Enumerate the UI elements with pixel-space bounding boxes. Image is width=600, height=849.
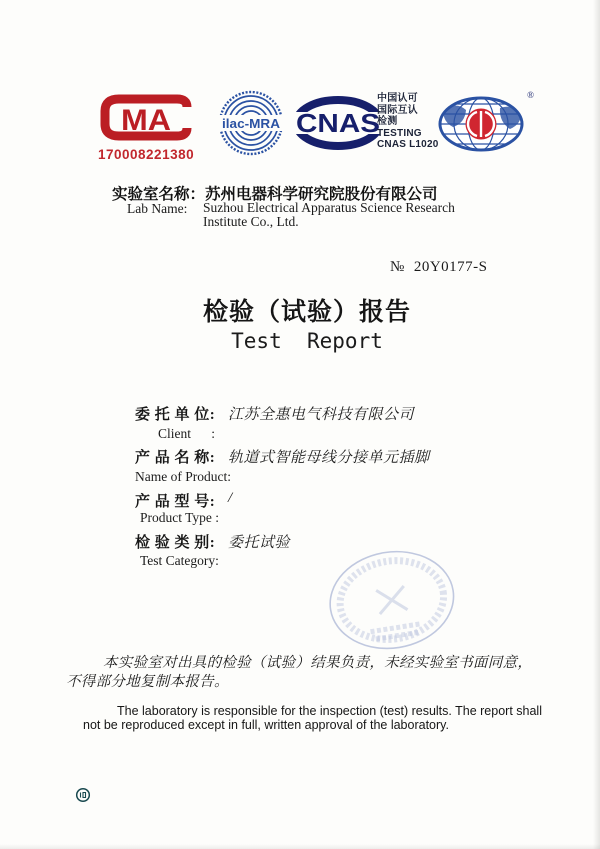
scan-edge-shadow [0, 844, 600, 849]
field-test-category-label-zh: 检 验 类 别: [135, 535, 216, 551]
field-client-label-en: Client : [158, 426, 215, 441]
field-test-category-value: 委托试验 [228, 535, 291, 551]
statement-en-line1: The laboratory is responsible for the inspection (test) results. The report shall [117, 704, 542, 718]
field-product-type-label-en: Product Type : [140, 510, 220, 525]
svg-text:ilac-MRA: ilac-MRA [222, 116, 281, 131]
field-product-type-label-zh: 产 品 型 号: [135, 494, 216, 510]
statement-en-line2: not be reproduced except in full, written approval of the laboratory. [83, 718, 449, 732]
globe-icon [437, 92, 529, 154]
lab-name-label-zh: 实验室名称： [112, 186, 206, 203]
report-title-en: Test Report [231, 329, 383, 353]
accreditation-line: 中国认可 [377, 93, 418, 104]
certification-globe-logo [437, 90, 534, 154]
accreditation-line: CNAS L1020 [377, 139, 439, 151]
accreditation-line: 国际互认 [377, 104, 418, 116]
statement-zh-line2: 不得部分地复制本报告。 [66, 674, 229, 690]
lab-seal-stamp [314, 536, 469, 667]
field-test-category-label-en: Test Category: [140, 553, 219, 568]
lab-name-en-line1: Suzhou Electrical Apparatus Science Research [203, 200, 455, 215]
lab-name-value-zh: 苏州电器科学研究院股份有限公司 [205, 186, 438, 203]
cnas-accreditation-text [377, 93, 443, 151]
accreditation-line: 检测 [377, 116, 398, 128]
cma-logo [98, 94, 194, 162]
report-title-zh: 检验（试验）报告 [202, 298, 411, 326]
lab-name-en-line2: Institute Co., Ltd. [203, 214, 299, 229]
field-product-type-value: / [228, 490, 233, 506]
ilac-mra-logo [215, 89, 287, 157]
svg-text:CNAS: CNAS [296, 108, 380, 138]
cma-mark-icon [98, 94, 194, 141]
field-product-name-label-en: Name of Product: [135, 469, 231, 484]
field-client-label-zh: 委 托 单 位: [135, 407, 216, 423]
punch-mark-icon [75, 787, 91, 803]
lab-name-label-en: Lab Name: [127, 201, 188, 216]
statement-zh-line1: 本实验室对出具的检验（试验）结果负责，未经实验室书面同意， [103, 655, 533, 671]
svg-text:MA: MA [121, 104, 171, 137]
accreditation-line: TESTING [377, 127, 422, 139]
cma-certificate-number: 170008221380 [98, 147, 195, 162]
report-number-prefix: № [390, 259, 405, 275]
scan-edge-shadow [593, 0, 600, 849]
field-client-value: 江苏全惠电气科技有限公司 [228, 407, 415, 423]
registered-trademark: ® [527, 90, 534, 100]
report-number-value: 20Y0177-S [413, 259, 488, 275]
field-product-name-value: 轨道式智能母线分接单元插脚 [228, 450, 430, 466]
field-product-name-label-zh: 产 品 名 称: [135, 450, 216, 466]
report-number [390, 259, 487, 276]
cnas-logo [292, 96, 384, 150]
